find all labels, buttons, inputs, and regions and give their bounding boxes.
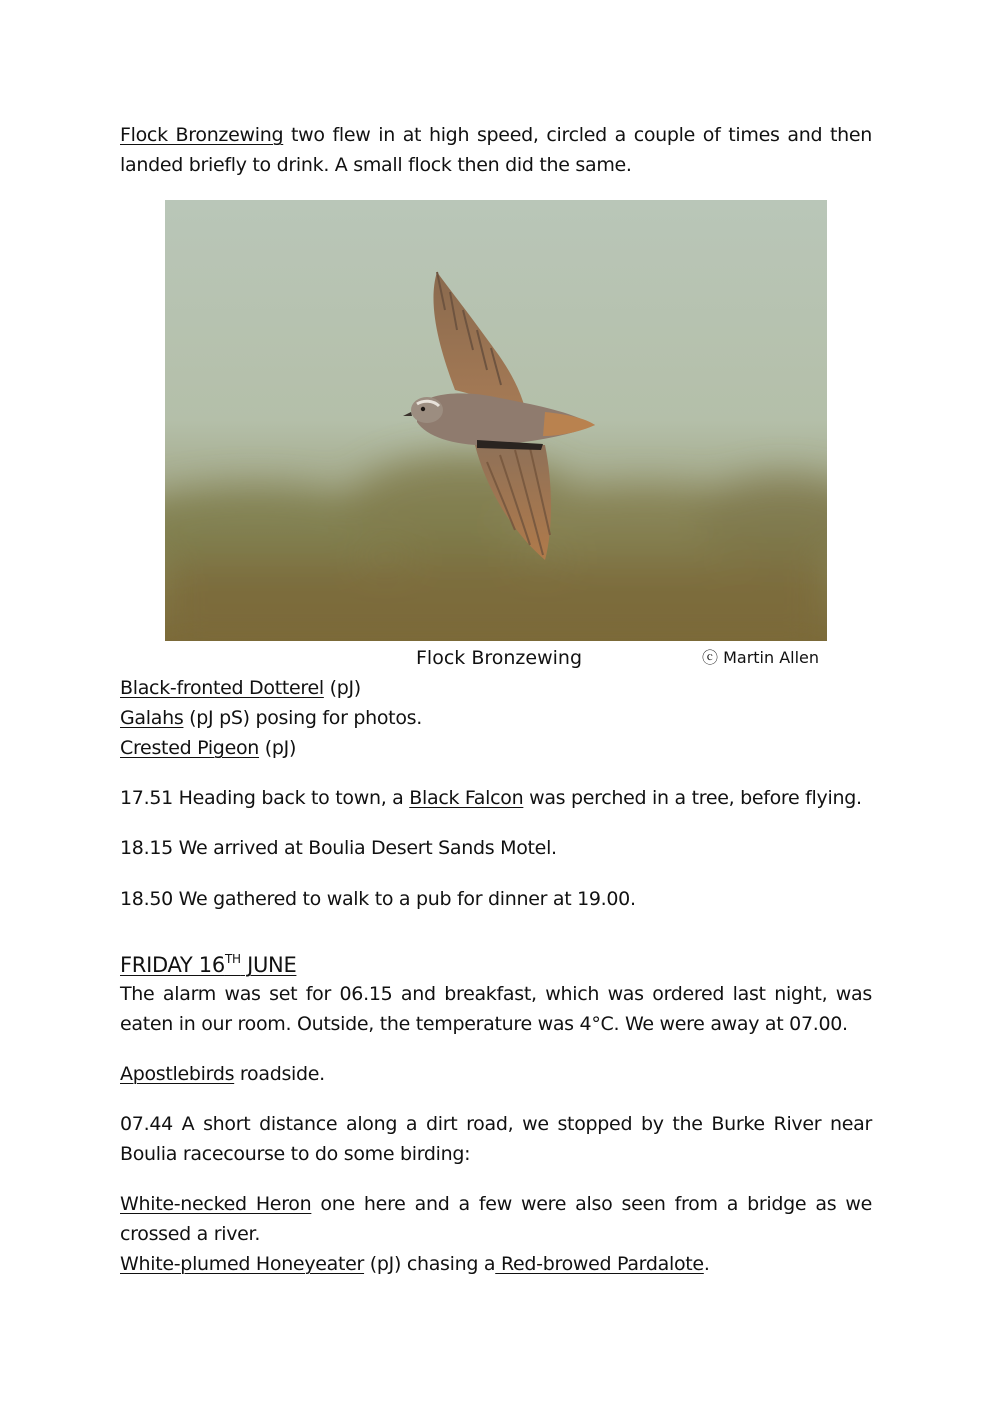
paragraph-honeyeater [120, 1249, 872, 1279]
species-name: White-plumed Honeyeater [120, 1253, 365, 1275]
heading-day: FRIDAY 16 [120, 953, 225, 977]
paragraph-motel: 18.15 We arrived at Boulia Desert Sands Motel. [120, 837, 557, 859]
sighting-line [120, 673, 872, 703]
bird-photo [165, 200, 827, 641]
flock-bronzewing-photo [165, 200, 827, 641]
species-name: Apostlebirds [120, 1063, 235, 1085]
paragraph-dinner: 18.50 We gathered to walk to a pub for dinner at 19.00. [120, 888, 636, 910]
day-heading [120, 944, 296, 980]
paragraph-text: two flew in at high speed, circled a couple of times and then landed briefly to drink. A small flock then did the same. [120, 124, 872, 176]
sighting-note: (pJ) [259, 737, 297, 759]
paragraph-apostlebirds [120, 1059, 872, 1089]
paragraph-flock-bronzewing [120, 120, 872, 180]
species-name: White-necked Heron [120, 1193, 312, 1215]
paragraph-text: one here and a few were also seen from a bridge as we crossed a river. [120, 1193, 872, 1245]
species-name: Galahs [120, 707, 184, 729]
photo-caption: Flock Bronzewing [416, 647, 582, 669]
paragraph-text: . [703, 1253, 710, 1275]
paragraph-text: (pJ) chasing a [364, 1253, 496, 1275]
species-name: Black-fronted Dotterel [120, 677, 324, 699]
sighting-note: (pJ) [323, 677, 361, 699]
sighting-line [120, 703, 872, 733]
paragraph-alarm: The alarm was set for 06.15 and breakfast, which was ordered last night, was eaten in our room. Outside, the temperature was 4°C. We were away at 07.00. [120, 983, 872, 1035]
sighting-note: (pJ pS) posing for photos. [183, 707, 422, 729]
sighting-line [120, 733, 872, 763]
species-name: Red-browed Pardalote [495, 1253, 704, 1275]
paragraph-text: was perched in a tree, before flying. [523, 787, 862, 809]
species-name: Crested Pigeon [120, 737, 260, 759]
species-name: Black Falcon [409, 787, 524, 809]
heading-month: JUNE [240, 953, 297, 977]
photo-credit: ⓒ Martin Allen [702, 648, 820, 667]
paragraph-black-falcon [120, 783, 872, 813]
paragraph-burke-river: 07.44 A short distance along a dirt road, we stopped by the Burke River near Boulia racecourse to do some birding: [120, 1113, 872, 1165]
heading-ordinal: TH [224, 952, 241, 966]
species-name: Flock Bronzewing [120, 124, 284, 146]
paragraph-heron [120, 1189, 872, 1249]
paragraph-text: 17.51 Heading back to town, a [120, 787, 410, 809]
paragraph-text: roadside. [234, 1063, 325, 1085]
